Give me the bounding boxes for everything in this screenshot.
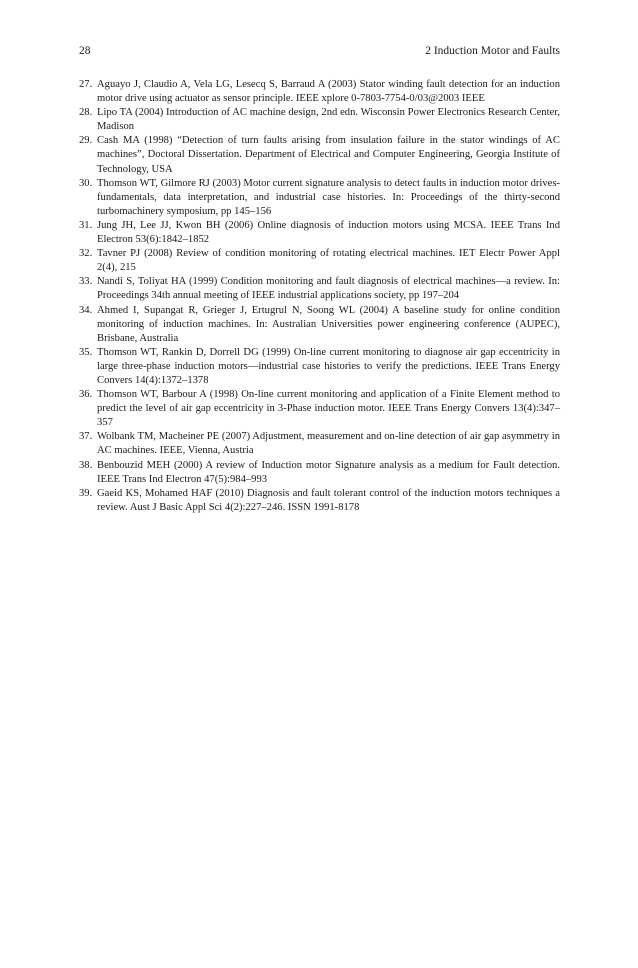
reference-item bbox=[79, 219, 560, 247]
reference-item bbox=[79, 78, 560, 106]
reference-item bbox=[79, 106, 560, 134]
reference-number: 31. bbox=[79, 219, 93, 231]
reference-item bbox=[79, 134, 560, 176]
reference-number: 29. bbox=[79, 135, 93, 147]
reference-number: 33. bbox=[79, 276, 93, 288]
reference-item bbox=[79, 177, 560, 219]
reference-item bbox=[79, 459, 560, 487]
page bbox=[79, 44, 560, 515]
reference-item bbox=[79, 388, 560, 430]
reference-list bbox=[79, 78, 560, 515]
reference-number: 28. bbox=[79, 107, 93, 119]
reference-item bbox=[79, 275, 560, 303]
reference-number: 37. bbox=[79, 431, 93, 443]
chapter-title: 2 Induction Motor and Faults bbox=[425, 45, 560, 57]
reference-number: 34. bbox=[79, 304, 93, 316]
reference-text: Thomson WT, Barbour A (1998) On-line current monitoring and application of a Finite Element method to predict the level of air gap eccentricity in 3-Phase induction motor. IEEE Trans Energy Convers 13(4):347–357 bbox=[97, 389, 560, 429]
reference-number: 35. bbox=[79, 346, 93, 358]
page-number: 28 bbox=[79, 45, 91, 57]
reference-item bbox=[79, 304, 560, 346]
reference-text: Ahmed I, Supangat R, Grieger J, Ertugrul N, Soong WL (2004) A baseline study for online condition monitoring of induction machines. In: Australian Universities power engineering conference (AUPEC), Brisbane, Australia bbox=[97, 304, 560, 344]
reference-number: 36. bbox=[79, 389, 93, 401]
reference-text: Thomson WT, Rankin D, Dorrell DG (1999) On-line current monitoring to diagnose air gap eccentricity in large three-phase induction motors—industrial case histories to verify the predictions. IEEE Trans Energy Convers 14(4):1372–1378 bbox=[97, 346, 560, 386]
reference-text: Cash MA (1998) “Detection of turn faults arising from insulation failure in the stator windings of AC machines”, Doctoral Dissertation. Department of Electrical and Computer Engineering, Georgia Institute of Technology, USA bbox=[97, 135, 560, 175]
reference-text: Benbouzid MEH (2000) A review of Induction motor Signature analysis as a medium for Fault detection. IEEE Trans Ind Electron 47(5):984–993 bbox=[97, 459, 560, 485]
running-head bbox=[79, 44, 560, 58]
reference-item bbox=[79, 247, 560, 275]
reference-item bbox=[79, 487, 560, 515]
reference-item bbox=[79, 346, 560, 388]
reference-item bbox=[79, 430, 560, 458]
reference-number: 39. bbox=[79, 487, 93, 499]
reference-number: 30. bbox=[79, 177, 93, 189]
reference-text: Thomson WT, Gilmore RJ (2003) Motor current signature analysis to detect faults in induction motor drives-fundamentals, data interpretation, and industrial case histories. In: Proceedings of the thirty-second turbomachinery symposium, pp 145–156 bbox=[97, 177, 560, 217]
reference-text: Lipo TA (2004) Introduction of AC machine design, 2nd edn. Wisconsin Power Electronics Research Center, Madison bbox=[97, 107, 560, 133]
reference-text: Tavner PJ (2008) Review of condition monitoring of rotating electrical machines. IET Electr Power Appl 2(4), 215 bbox=[97, 248, 560, 274]
reference-text: Gaeid KS, Mohamed HAF (2010) Diagnosis and fault tolerant control of the induction motors techniques a review. Aust J Basic Appl Sci 4(2):227–246. ISSN 1991-8178 bbox=[97, 487, 560, 513]
reference-number: 27. bbox=[79, 79, 93, 90]
reference-number: 38. bbox=[79, 459, 93, 471]
reference-text: Jung JH, Lee JJ, Kwon BH (2006) Online diagnosis of induction motors using MCSA. IEEE Trans Ind Electron 53(6):1842–1852 bbox=[97, 219, 560, 246]
reference-number: 32. bbox=[79, 248, 93, 260]
reference-text: Wolbank TM, Macheiner PE (2007) Adjustment, measurement and on-line detection of air gap asymmetry in AC machines. IEEE, Vienna, Austria bbox=[97, 431, 560, 457]
reference-text: Nandi S, Toliyat HA (1999) Condition monitoring and fault diagnosis of electrical machines—a review. In: Proceedings 34th annual meeting of IEEE industrial applications society, pp 197–204 bbox=[97, 276, 560, 302]
reference-text: Aguayo J, Claudio A, Vela LG, Lesecq S, Barraud A (2003) Stator winding fault detection for an induction motor drive using actuator as sensor principle. IEEE xplore 0-7803-7754-0/03@2003 IEEE bbox=[97, 79, 560, 105]
